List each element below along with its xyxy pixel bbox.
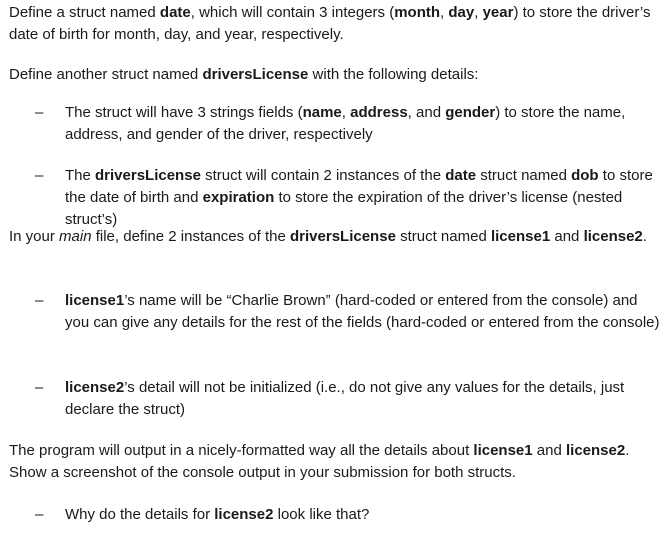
paragraph-drivers-license-struct [9,64,661,86]
bold-term: date [159,4,191,21]
text-span: look like that? [273,506,370,523]
bold-term: license1 [490,228,551,245]
bullet-dash: – [35,506,44,523]
text-span: The program will output in a nicely-formatted way all the details about [9,442,474,459]
text-span: . [642,228,647,245]
text-span: struct named [476,167,572,184]
text-span: Define another struct named [9,66,203,83]
text-span: , [341,104,351,121]
text-span: Define a struct named [9,4,160,21]
text-span: and [550,228,584,245]
bold-term: date [445,167,477,184]
text-span: Why do the details for [65,506,215,523]
text-span: ) to store the name, address, and gender of the driver, respectively [65,104,626,143]
paragraph-program-output [9,440,661,484]
bold-term: year [482,4,514,21]
bold-term: license2 [566,442,626,459]
text-span: , [474,4,483,21]
paragraph-main-instances [9,226,661,248]
text-span: struct named [395,228,491,245]
text-span: In your [9,228,60,245]
bold-term: dob [571,167,599,184]
bullet-text [65,102,665,146]
text-span: to store the expiration of the driver’s license (nested struct’s) [65,189,623,228]
text-span: , which will contain 3 integers ( [190,4,395,21]
bold-term: driversLicense [95,167,201,184]
text-span: , and [407,104,446,121]
bold-term: license1 [65,292,125,309]
bold-term: address [350,104,408,121]
bold-term: day [448,4,475,21]
bold-term: name [302,104,342,121]
text-span: with the following details: [308,66,479,83]
bold-term: license2 [65,379,125,396]
text-span: ) to store the driver’s date of birth for month, day, and year, respectively. [9,4,651,43]
text-span: , [440,4,449,21]
text-span: file, define 2 instances of the [91,228,291,245]
bullet-dash: – [35,104,44,121]
bullet-dash: – [35,167,44,184]
text-span: to store the date of birth and [65,167,653,206]
bold-term: driversLicense [202,66,309,83]
bullet-dash: – [35,379,44,396]
text-span: ’s detail will not be initialized (i.e., do not give any values for the details, just declare the struct) [65,379,625,418]
text-span: ’s name will be “Charlie Brown” (hard-coded or entered from the console) and you can give any details for the rest of the fields (hard-coded or entered from the console) [65,292,660,331]
text-span: . Show a screenshot of the console output in your submission for both structs. [9,442,630,481]
bold-term: license2 [583,228,643,245]
paragraph-date-struct [9,2,661,46]
bold-term: license2 [214,506,274,523]
text-span: struct will contain 2 instances of the [200,167,446,184]
text-span: and [532,442,566,459]
bullet-text [65,165,665,231]
bold-term: gender [445,104,496,121]
bold-term: license1 [473,442,533,459]
bullet-dash: – [35,292,44,309]
italic-term: main [59,228,92,245]
bold-term: expiration [202,189,275,206]
text-span: The struct will have 3 strings fields ( [65,104,303,121]
bullet-text [65,504,665,526]
text-span: The [65,167,96,184]
bold-term: driversLicense [290,228,396,245]
bullet-text [65,290,665,334]
bold-term: month [394,4,441,21]
bullet-text [65,377,665,421]
